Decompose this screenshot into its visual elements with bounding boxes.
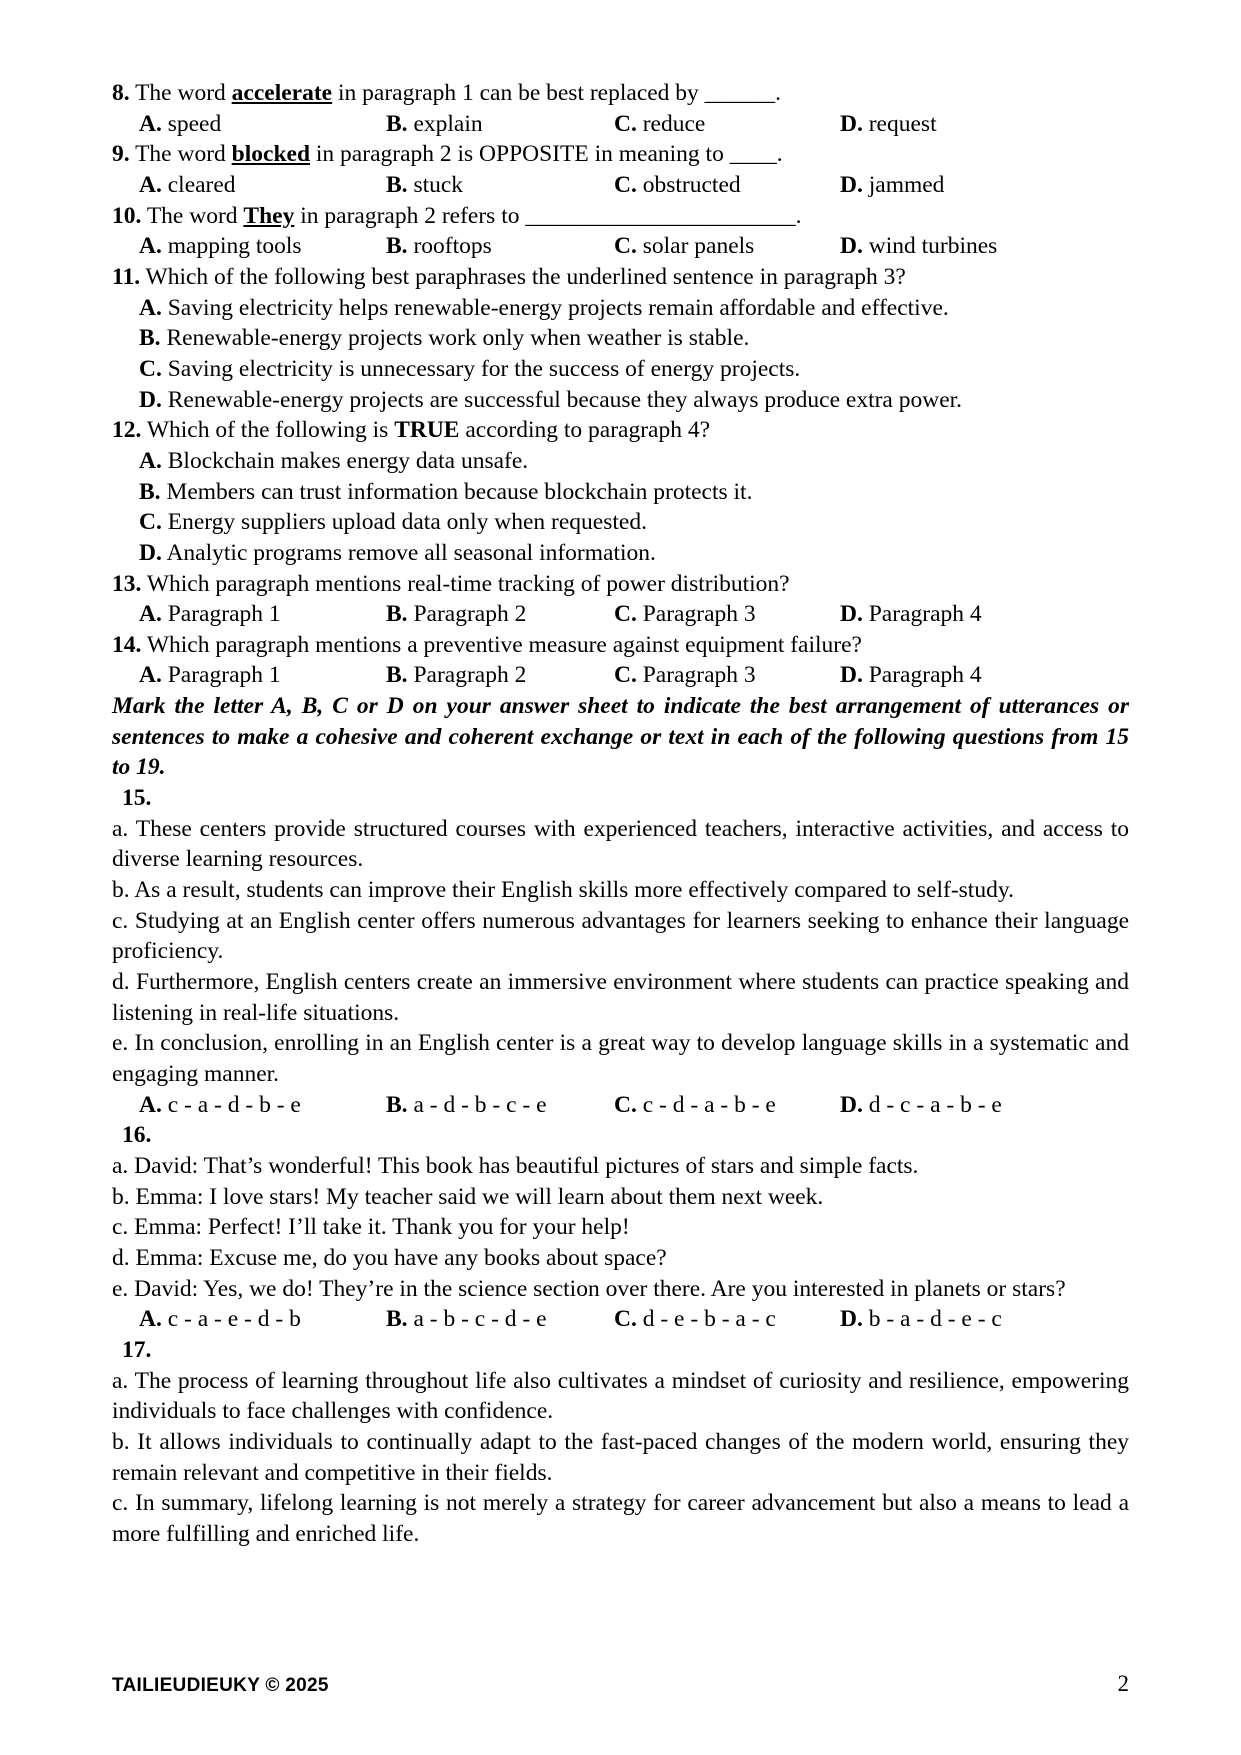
options-row-13	[112, 599, 1129, 630]
option-14-c[interactable]	[614, 660, 840, 691]
option-text: Paragraph 2	[413, 601, 527, 628]
option-text: Paragraph 2	[413, 662, 527, 689]
option-letter: B.	[386, 662, 408, 689]
option-text: a - b - c - d - e	[413, 1306, 547, 1333]
option-text: reduce	[642, 110, 706, 137]
question-stem-8	[112, 78, 1129, 109]
question-stem-14-text: Which paragraph mentions a preventive measure against equipment failure?	[146, 631, 862, 658]
option-letter: A.	[139, 171, 162, 198]
option-letter: A.	[139, 447, 162, 474]
options-row-10	[112, 231, 1129, 262]
option-9-c[interactable]	[614, 170, 840, 201]
option-letter: D.	[139, 386, 162, 413]
question-stem-10-after: in paragraph 2 refers to _______________________.	[294, 202, 802, 229]
utterance-16-a: a. David: That’s wonderful! This book has beautiful pictures of stars and simple facts.	[112, 1152, 919, 1179]
option-letter: A.	[139, 110, 162, 137]
utterance-16-b: b. Emma: I love stars! My teacher said we will learn about them next week.	[112, 1183, 824, 1210]
option-text: cleared	[167, 171, 236, 198]
question-stem-10-before: The word	[146, 202, 244, 229]
option-letter: C.	[614, 1306, 637, 1333]
arrangement-number-17: 17.	[122, 1336, 152, 1363]
utterance-15-d: d. Furthermore, English centers create an immersive environment where students can practice speaking and listening in real-life situations.	[112, 969, 1129, 1026]
utterance-15-a: a. These centers provide structured courses with experienced teachers, interactive activities, and access to diverse learning resources.	[112, 815, 1129, 873]
option-text: Paragraph 1	[167, 662, 281, 689]
option-text: Paragraph 1	[167, 601, 281, 628]
question-keyword-9: blocked	[231, 141, 311, 168]
question-keyword-8: accelerate	[231, 80, 333, 106]
option-15-b[interactable]	[386, 1090, 614, 1121]
options-row-9	[112, 170, 1129, 201]
choice-11-c[interactable]	[112, 354, 1129, 385]
options-row-8	[112, 109, 1129, 140]
option-text: stuck	[413, 171, 464, 198]
option-letter: B.	[386, 1306, 408, 1333]
option-letter: D.	[840, 662, 863, 689]
option-letter: B.	[386, 1091, 408, 1118]
option-letter: D.	[840, 601, 863, 628]
option-text: solar panels	[642, 233, 755, 260]
option-letter: C.	[614, 601, 637, 628]
question-number-11: 11.	[112, 263, 141, 290]
option-letter: B.	[139, 478, 161, 505]
option-16-c[interactable]	[614, 1304, 840, 1335]
option-text: mapping tools	[167, 233, 302, 260]
option-text: Renewable-energy projects are successful because they always produce extra power.	[167, 386, 963, 413]
question-number-12: 12.	[112, 417, 142, 444]
option-text: obstructed	[642, 171, 741, 198]
question-stem-11-text: Which of the following best paraphrases the underlined sentence in paragraph 3?	[145, 263, 906, 290]
option-16-d[interactable]	[840, 1304, 1002, 1335]
question-number-13: 13.	[112, 570, 142, 597]
option-text: a - d - b - c - e	[413, 1091, 547, 1118]
section-instruction: Mark the letter A, B, C or D on your answer sheet to indicate the best arrangement of utterances or sentences to make a cohesive and coherent exchange or text in each of the following questions from 15 to 19.	[112, 693, 1129, 781]
choice-12-c[interactable]	[112, 507, 1129, 538]
choice-12-a[interactable]	[112, 446, 1129, 477]
option-letter: D.	[840, 171, 863, 198]
option-letter: C.	[139, 509, 162, 536]
question-stem-9	[112, 139, 1129, 170]
option-text: d - c - a - b - e	[868, 1091, 1002, 1118]
question-stem-8-before: The word	[135, 80, 232, 106]
option-text: Paragraph 3	[642, 662, 756, 689]
option-text: d - e - b - a - c	[642, 1306, 776, 1333]
option-text: Analytic programs remove all seasonal information.	[166, 539, 656, 566]
question-stem-12	[112, 415, 1129, 446]
option-letter: B.	[386, 601, 408, 628]
option-9-b[interactable]	[386, 170, 614, 201]
option-letter: D.	[840, 1306, 863, 1333]
option-text: Saving electricity helps renewable-energy projects remain affordable and effective.	[167, 294, 949, 321]
option-9-d[interactable]	[840, 170, 944, 201]
option-text: c - a - d - b - e	[167, 1091, 301, 1118]
options-row-15	[112, 1090, 1129, 1121]
option-16-a[interactable]	[139, 1304, 386, 1335]
option-10-a[interactable]	[139, 231, 386, 262]
utterance-17-c: c. In summary, lifelong learning is not merely a strategy for career advancement but also a means to lead a more fulfilling and enriched life.	[112, 1490, 1129, 1547]
choice-11-a[interactable]	[112, 293, 1129, 324]
option-letter: B.	[139, 325, 161, 352]
utterance-15-c: c. Studying at an English center offers numerous advantages for learners seeking to enhance their language proficiency.	[112, 907, 1129, 965]
option-15-c[interactable]	[614, 1090, 840, 1121]
option-letter: C.	[614, 110, 637, 137]
option-letter: D.	[840, 1091, 863, 1118]
option-14-b[interactable]	[386, 660, 614, 691]
utterance-16-d: d. Emma: Excuse me, do you have any books about space?	[112, 1244, 667, 1271]
choice-12-d[interactable]	[112, 538, 1129, 569]
footer-page-number: 2	[1117, 1671, 1129, 1696]
utterance-17-a: a. The process of learning throughout life also cultivates a mindset of curiosity and resilience, empowering individuals to face challenges with confidence.	[112, 1367, 1129, 1425]
question-stem-14	[112, 630, 1129, 661]
utterance-16-e: e. David: Yes, we do! They’re in the science section over there. Are you interested in planets or stars?	[112, 1275, 1066, 1302]
option-8-a[interactable]	[139, 109, 386, 140]
option-letter: C.	[614, 171, 637, 198]
option-8-c[interactable]	[614, 109, 840, 140]
question-stem-12-after: according to paragraph 4?	[459, 417, 711, 444]
question-number-9: 9.	[112, 141, 130, 168]
question-number-14: 14.	[112, 631, 142, 658]
option-letter: A.	[139, 233, 162, 260]
question-stem-9-before: The word	[135, 141, 232, 168]
option-letter: B.	[386, 110, 408, 137]
options-row-14	[112, 660, 1129, 691]
option-13-b[interactable]	[386, 599, 614, 630]
options-row-16	[112, 1304, 1129, 1335]
footer-watermark: TAILIEUDIEUKY © 2025	[112, 1675, 329, 1696]
option-13-a[interactable]	[139, 599, 386, 630]
option-text: speed	[167, 110, 222, 137]
option-text: wind turbines	[868, 233, 998, 260]
page-content	[112, 78, 1129, 1550]
option-13-d[interactable]	[840, 599, 982, 630]
option-text: Paragraph 4	[868, 662, 982, 689]
option-letter: D.	[840, 233, 863, 260]
option-text: Paragraph 4	[868, 601, 982, 628]
option-letter: A.	[139, 294, 162, 321]
choice-11-d[interactable]	[112, 385, 1129, 416]
option-letter: C.	[139, 355, 162, 382]
option-10-c[interactable]	[614, 231, 840, 262]
option-text: rooftops	[413, 233, 492, 260]
option-letter: A.	[139, 601, 162, 628]
question-stem-10	[112, 201, 1129, 232]
arrangement-number-15: 15.	[122, 785, 152, 812]
utterance-15-e: e. In conclusion, enrolling in an English center is a great way to develop language skills in a systematic and engaging manner.	[112, 1030, 1129, 1087]
choice-11-b[interactable]	[112, 323, 1129, 354]
option-15-d[interactable]	[840, 1090, 1002, 1121]
question-emphasis-12: TRUE	[394, 417, 460, 444]
option-9-a[interactable]	[139, 170, 386, 201]
option-letter: C.	[614, 662, 637, 689]
page-footer	[112, 1671, 1129, 1697]
option-letter: D.	[139, 539, 162, 566]
option-13-c[interactable]	[614, 599, 840, 630]
question-number-8: 8.	[112, 80, 130, 106]
option-15-a[interactable]	[139, 1090, 386, 1121]
question-stem-12-before: Which of the following is	[146, 417, 395, 444]
option-letter: A.	[139, 662, 162, 689]
option-letter: D.	[840, 110, 863, 137]
option-text: Saving electricity is unnecessary for the success of energy projects.	[167, 355, 801, 382]
option-8-b[interactable]	[386, 109, 614, 140]
option-14-a[interactable]	[139, 660, 386, 691]
arrangement-number-16: 16.	[122, 1122, 152, 1149]
question-number-10: 10.	[112, 202, 142, 229]
option-text: Members can trust information because blockchain protects it.	[166, 478, 753, 505]
question-stem-11	[112, 262, 1129, 293]
option-text: explain	[413, 110, 483, 137]
question-keyword-10: They	[243, 202, 295, 229]
option-text: b - a - d - e - c	[868, 1306, 1002, 1333]
option-letter: A.	[139, 1091, 162, 1118]
option-text: Paragraph 3	[642, 601, 756, 628]
option-text: Blockchain makes energy data unsafe.	[167, 447, 529, 474]
utterance-15-b: b. As a result, students can improve their English skills more effectively compared to self-study.	[112, 877, 1014, 904]
option-text: c - d - a - b - e	[642, 1091, 776, 1118]
option-10-b[interactable]	[386, 231, 614, 262]
option-10-d[interactable]	[840, 231, 997, 262]
option-8-d[interactable]	[840, 109, 937, 140]
option-text: c - a - e - d - b	[167, 1306, 301, 1333]
option-text: Energy suppliers upload data only when requested.	[167, 509, 647, 536]
option-letter: C.	[614, 233, 637, 260]
option-16-b[interactable]	[386, 1304, 614, 1335]
option-letter: A.	[139, 1306, 162, 1333]
utterance-16-c: c. Emma: Perfect! I’ll take it. Thank you for your help!	[112, 1214, 630, 1241]
option-text: jammed	[868, 171, 945, 198]
choice-12-b[interactable]	[112, 477, 1129, 508]
option-letter: C.	[614, 1091, 637, 1118]
option-text: request	[868, 110, 937, 137]
question-stem-13	[112, 569, 1129, 600]
option-text: Renewable-energy projects work only when weather is stable.	[166, 325, 750, 352]
question-stem-9-after: in paragraph 2 is OPPOSITE in meaning to ____.	[310, 141, 783, 168]
question-stem-8-after: in paragraph 1 can be best replaced by ______.	[332, 80, 782, 106]
option-letter: B.	[386, 233, 408, 260]
option-14-d[interactable]	[840, 660, 982, 691]
option-letter: B.	[386, 171, 408, 198]
question-stem-13-text: Which paragraph mentions real-time tracking of power distribution?	[146, 570, 790, 597]
utterance-17-b: b. It allows individuals to continually adapt to the fast-paced changes of the modern world, ensuring they remain relevant and competitive in their fields.	[112, 1428, 1129, 1486]
